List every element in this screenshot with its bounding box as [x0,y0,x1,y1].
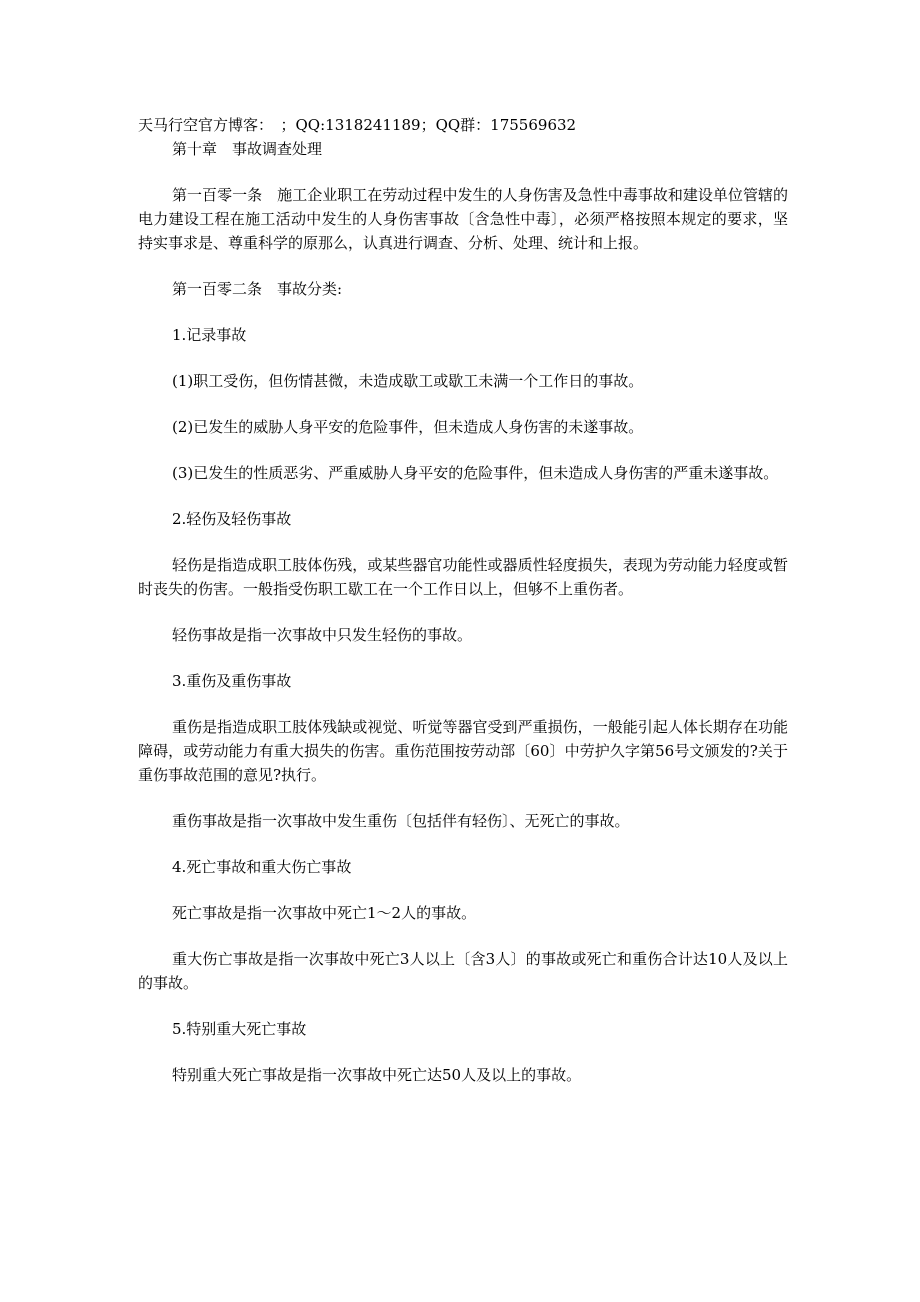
list-item-record-2: (2)已发生的威胁人身平安的危险事件，但未造成人身伤害的未遂事故。 [172,418,644,436]
document-page [138,113,788,1087]
list-item-record-3: (3)已发生的性质恶劣、严重威胁人身平安的危险事件，但未造成人身伤害的严重未遂事故。 [172,464,779,482]
chapter-title: 第十章 事故调查处理 [172,140,323,158]
paragraph-serious-injury-definition: 重伤是指造成职工肢体残缺或视觉、听觉等器官受到严重损伤，一般能引起人体长期存在功能障碍，或劳动能力有重大损失的伤害。重伤范围按劳动部〔60〕中劳护久字第56号文颁发的?关于重伤事故范围的意见?执行。 [138,718,788,784]
paragraph-minor-injury-accident: 轻伤事故是指一次事故中只发生轻伤的事故。 [172,626,473,644]
paragraph-article-102: 第一百零二条 事故分类: [172,280,343,298]
section-heading-especially-major-accident: 5.特别重大死亡事故 [172,1020,307,1038]
paragraph-minor-injury-definition: 轻伤是指造成职工肢体伤残，或某些器官功能性或器质性轻度损失，表现为劳动能力轻度或暂时丧失的伤害。一般指受伤职工歇工在一个工作日以上，但够不上重伤者。 [138,556,788,598]
header-contact-line: 天马行空官方博客： ；QQ:1318241189；QQ群：175569632 [138,116,577,134]
list-item-record-1: (1)职工受伤，但伤情甚微，未造成歇工或歇工未满一个工作日的事故。 [172,372,644,390]
paragraph-especially-major-accident: 特别重大死亡事故是指一次事故中死亡达50人及以上的事故。 [172,1066,582,1084]
section-heading-serious-injury: 3.重伤及重伤事故 [172,672,292,690]
paragraph-fatal-accident: 死亡事故是指一次事故中死亡1～2人的事故。 [172,904,477,922]
paragraph-article-101: 第一百零一条 施工企业职工在劳动过程中发生的人身伤害及急性中毒事故和建设单位管辖的电力建设工程在施工活动中发生的人身伤害事故〔含急性中毒〕，必须严格按照本规定的要求，坚持实事求是、尊重科学的原那么，认真进行调查、分析、处理、统计和上报。 [138,186,788,252]
section-heading-record-accident: 1.记录事故 [172,326,247,344]
section-heading-minor-injury: 2.轻伤及轻伤事故 [172,510,292,528]
section-heading-fatal-accident: 4.死亡事故和重大伤亡事故 [172,858,352,876]
paragraph-major-casualty-accident: 重大伤亡事故是指一次事故中死亡3人以上〔含3人〕的事故或死亡和重伤合计达10人及以上的事故。 [138,950,788,992]
paragraph-serious-injury-accident: 重伤事故是指一次事故中发生重伤〔包括伴有轻伤〕、无死亡的事故。 [172,812,630,830]
